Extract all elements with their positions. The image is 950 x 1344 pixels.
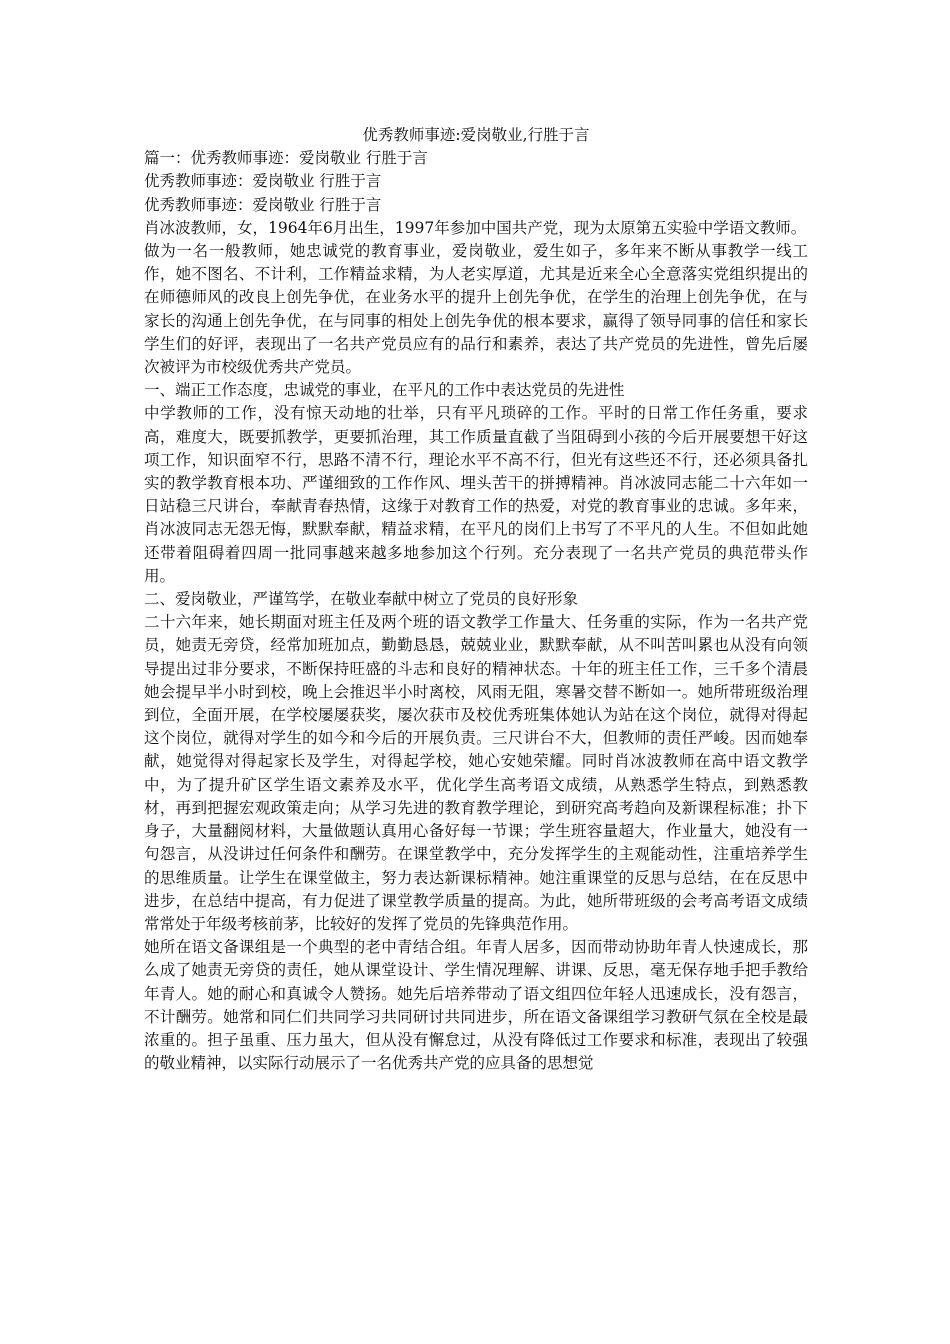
paragraph-summary: 做为一名一般教师，她忠诚党的教育事业，爱岗敬业，爱生如子，多年来不断从事教学一线工作，她不图名、不计利，工作精益求精，为人老实厚道，尤其是近来全心全意落实党组织提出的在师德师风的改良上创先争优，在业务水平的提升上创先争优，在学生的治理上创先争优，在与家长的沟通上创先争优，在与同事的相处上创先争优的根本要求，赢得了领导同事的信任和家长学生们的好评，表现出了一名共产党员应有的品行和素养，表达了共产党员的先进性，曾先后屡次被评为市校级优秀共产党员。 bbox=[144, 242, 808, 377]
paragraph-section-2b: 她所在语文备课组是一个典型的老中青结合组。年青人居多，因而带动协助年青人快速成长，那么成了她责无旁贷的责任，她从课堂设计、学生情况理解、讲课、反思，毫无保存地手把手教给年青人。她的耐心和真诚令人赞扬。她先后培养带动了语文组四位年轻人迅速成长，没有怨言，不计酬劳。她常和同仁们共同学习共同研讨共同进步，所在语文备课组学习教研气氛在全校是最浓重的。担子虽重、压力虽大，但从没有懈怠过，从没有降低过工作要求和标准，表现出了较强的敬业精神，以实际行动展示了一名优秀共产党的应具备的思想觉 bbox=[144, 938, 808, 1073]
paragraph-section-2: 二十六年来，她长期面对班主任及两个班的语文教学工作量大、任务重的实际，作为一名共产党员，她责无旁贷，经常加班加点，勤勤恳恳，兢兢业业，默默奉献，从不叫苦叫累也从没有向领导提出过非分要求，不断保持旺盛的斗志和良好的精神状态。十年的班主任工作，三千多个清晨她会提早半小时到校，晚上会推迟半小时离校，风雨无阻，寒暑交替不断如一。她所带班级治理到位，全面开展，在学校屡屡获奖，屡次获市及校优秀班集体她认为站在这个岗位，就得对得起这个岗位，就得对学生的如今和今后的开展负责。三尺讲台不大，但教师的责任严峻。因而她奉献，她觉得对得起家长及学生，对得起学校，她心安她荣耀。同时肖冰波教师在高中语文教学中，为了提升矿区学生语文素养及水平，优化学生高考语文成绩，从熟悉学生特点，到熟悉教材，再到把握宏观政策走向；从学习先进的教育教学理论，到研究高考趋向及新课程标准；扑下身子，大量翻阅材料，大量做题认真用心备好每一节课；学生班容量超大，作业量大，她没有一句怨言，从没讲过任何条件和酬劳。在课堂教学中，充分发挥学生的主观能动性，注重培养学生的思维质量。让学生在课堂做主，努力表达新课标精神。她注重课堂的反思与总结，在在反思中进步，在总结中提高，有力促进了课堂教学质量的提高。为此，她所带班级的会考高考语文成绩常常处于年级考核前茅，比较好的发挥了党员的先锋典范作用。 bbox=[144, 613, 808, 933]
section-heading-1: 一、端正工作态度，忠诚党的事业，在平凡的工作中表达党员的先进性 bbox=[144, 381, 625, 400]
subtitle-line: 优秀教师事迹：爱岗敬业 行胜于言 bbox=[144, 195, 382, 214]
section-heading-2: 二、爱岗敬业，严谨笃学，在敬业奉献中树立了党员的良好形象 bbox=[144, 590, 579, 609]
subtitle-line: 优秀教师事迹：爱岗敬业 行胜于言 bbox=[144, 172, 382, 191]
subtitle-line: 篇一：优秀教师事迹：爱岗敬业 行胜于言 bbox=[144, 149, 428, 168]
document-title: 优秀教师事迹:爱岗敬业,行胜于言 bbox=[362, 126, 590, 144]
paragraph-intro: 肖冰波教师，女，1964年6月出生，1997年参加中国共产党，现为太原第五实验中学语文教师。 bbox=[144, 218, 807, 237]
paragraph-section-1: 中学教师的工作，没有惊天动地的壮举，只有平凡琐碎的工作。平时的日常工作任务重，要求高，难度大，既要抓教学，更要抓治理，其工作质量直截了当阻碍到小孩的今后开展要想干好这项工作，知识面窄不行，思路不清不行，理论水平不高不行，但光有这些还不行，还必须具备扎实的教学教育根本功、严谨细致的工作作风、埋头苦干的拼搏精神。肖冰波同志能二十六年如一日站稳三尺讲台，奉献青春热情，这缘于对教育工作的热爱，对党的教育事业的忠诚。多年来，肖冰波同志无怨无悔，默默奉献，精益求精，在平凡的岗们上书写了不平凡的人生。不但如此她还带着阻碍着四周一批同事越来越多地参加这个行列。充分表现了一名共产党员的典范带头作用。 bbox=[144, 404, 808, 585]
document-page bbox=[144, 124, 808, 1075]
